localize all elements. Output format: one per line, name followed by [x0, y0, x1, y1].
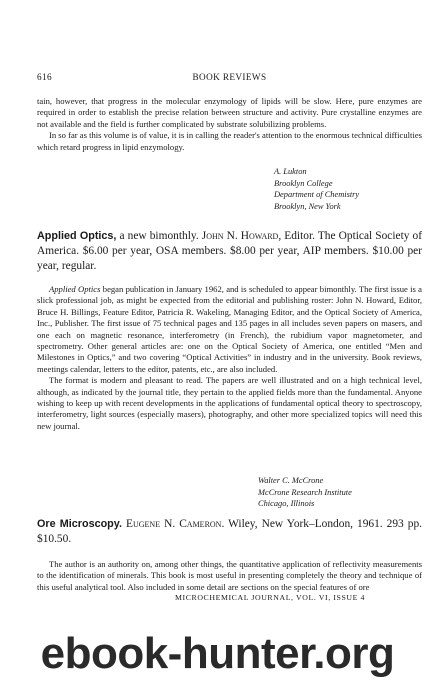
book-subtitle: a new bimonthly. — [116, 230, 202, 242]
paragraph: Applied Optics began publication in January 1962, and is scheduled to appear bimonthly. The first issue is a slick professional job, as might be expected from the editorial and publishing roster: John N. Howard, Editor, Bruce H. Billings, Feature Editor, Patricia R. Wakeling, Managing Editor, and the Optical Society of America, Inc., Publisher. The first issue of 75 technical pages and 135 pages in all includes seven papers on masers, and one each on magnetic resonance, interferometry (in French), the rubidium vapor magnetometer, and spectrometry. Other general articles are: one on the Optical Society of America, one entitled “Men and Milestones in Optics,” and two covering “Optical Activities” in industry and in the university. Book reviews, meetings calendar, letters to the editor, patents, etc., are also included. — [37, 284, 422, 374]
running-title: BOOK REVIEWS — [192, 72, 267, 82]
book-details: , Editor. The Optical Society of America. $6.00 per year, OSA members. $8.00 per year, AIP members. $10.00 per year, regular. — [37, 230, 423, 272]
reviewer-signature — [258, 475, 352, 510]
page-number: 616 — [37, 72, 52, 82]
page-header — [37, 72, 422, 86]
signature-line: Brooklyn, New York — [274, 201, 341, 211]
signature-line: Walter C. McCrone — [258, 476, 324, 485]
paragraph: The format is modern and pleasant to read. The papers are well illustrated and on a high technical level, although, as indicated by the journal title, they pertain to the applied fields more than the fundamental. Anyone wishing to keep up with recent developments in the applications of fundamental optical theory to spectroscopy, interferometry, light sources (especially masers), photography, and other more specialized topics will need this new journal. — [37, 375, 422, 431]
book-title: Ore Microscopy. — [37, 518, 122, 530]
review1-tail — [37, 96, 422, 153]
review2-body — [37, 284, 422, 432]
watermark: ebook-hunter.org — [40, 629, 395, 678]
book-editor: John N. Howard — [201, 230, 279, 242]
paragraph: In so far as this volume is of value, it is in calling the reader's attention to the enormous technical difficulties which retard progress in lipid enzymology. — [37, 130, 422, 152]
signature-line: Chicago, Illinois — [258, 499, 315, 509]
review-heading — [37, 229, 422, 274]
book-title: Applied Optics, — [37, 230, 117, 242]
reviewer-signature — [274, 166, 359, 212]
review3-body — [37, 559, 422, 593]
signature-line: McCrone Research Institute — [258, 487, 352, 497]
book-author: Eugene N. Cameron — [126, 518, 222, 530]
paragraph: tain, however, that progress in the molecular enzymology of lipids will be slow. Here, pure enzymes are required in order to establish the precise relation between structure and activity. Pure crystalline enzymes are not available and the field is further complicated by substrate solubilizing problems. — [37, 96, 422, 129]
signature-line: Department of Chemistry — [274, 190, 360, 200]
journal-footer: MICROCHEMICAL JOURNAL, VOL. VI, ISSUE 4 — [175, 593, 366, 602]
review-heading — [37, 517, 422, 547]
book-details: . Wiley, New York–London, 1961. 293 pp. $10.50. — [37, 518, 422, 545]
signature-line: Brooklyn College — [274, 178, 333, 188]
journal-name: Applied Optics — [49, 284, 101, 294]
paragraph: The author is an authority on, among other things, the quantitative application of reflectivity measurements to the identification of minerals. This book is most useful in presenting completely the theory and technique of this useful analytical tool. Also included in some detail are sections on the special features of ore — [37, 559, 422, 592]
signature-line: A. Lukton — [274, 167, 307, 176]
